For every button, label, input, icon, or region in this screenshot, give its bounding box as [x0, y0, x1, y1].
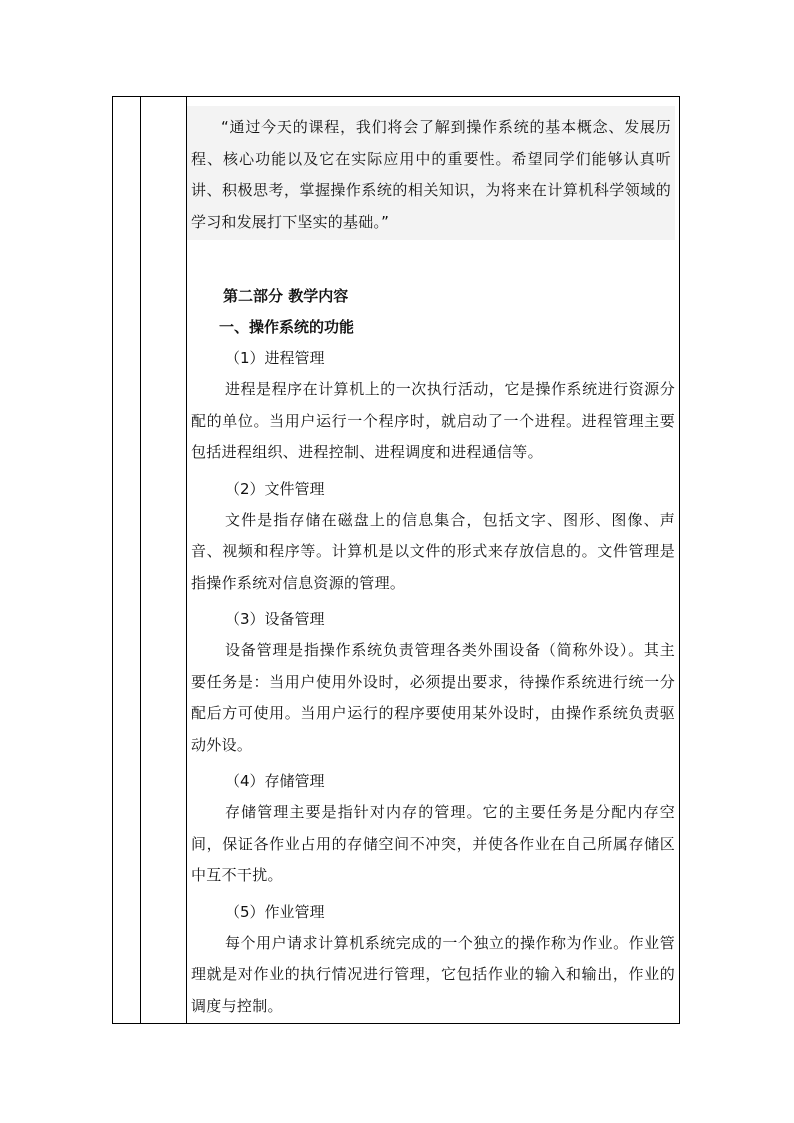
item-heading-storage: （4）存储管理 [225, 772, 325, 790]
item-heading-device: （3）设备管理 [225, 610, 325, 628]
intro-quote-text: “通过今天的课程，我们将会了解到操作系统的基本概念、发展历程、核心功能以及它在实际应用中的重要性。希望同学们能够认真听讲、积极思考，掌握操作系统的相关知识，为将来在计算机科学领域的学习和发展打下坚实的基础。” [191, 118, 671, 231]
item-heading-file: （2）文件管理 [225, 479, 325, 498]
item-body-device: 设备管理是指操作系统负责管理各类外围设备（简称外设）。其主要任务是：当用户使用外设时，必须提出要求，待操作系统进行统一分配后方可使用。当用户运行的程序要使用某外设时，由操作系统负责驱动外设。 [191, 641, 675, 754]
item-body-job: 每个用户请求计算机系统完成的一个独立的操作称为作业。作业管理就是对作业的执行情况进行管理，它包括作业的输入和输出，作业的调度与控制。 [191, 933, 675, 1015]
item-body-file: 文件是指存储在磁盘上的信息集合，包括文字、图形、图像、声音、视频和程序等。计算机是以文件的形式来存放信息的。文件管理是指操作系统对信息资源的管理。 [191, 510, 675, 592]
intro-quote-block [187, 106, 675, 240]
lesson-content [191, 106, 675, 1022]
part-title: 第二部分 教学内容 [223, 287, 349, 305]
item-heading-process: （1）进程管理 [225, 349, 325, 367]
item-body-storage: 存储管理主要是指针对内存的管理。它的主要任务是分配内存空间，保证各作业占用的存储空间不冲突，并使各作业在自己所属存储区中互不干扰。 [191, 803, 675, 884]
item-body-process: 进程是程序在计算机上的一次执行活动，它是操作系统进行资源分配的单位。当用户运行一个程序时，就启动了一个进程。进程管理主要包括进程组织、进程控制、进程调度和进程通信等。 [191, 380, 675, 461]
section-title: 一、操作系统的功能 [219, 318, 355, 336]
item-heading-job: （5）作业管理 [225, 902, 325, 921]
table-column-divider-1 [140, 97, 141, 1023]
